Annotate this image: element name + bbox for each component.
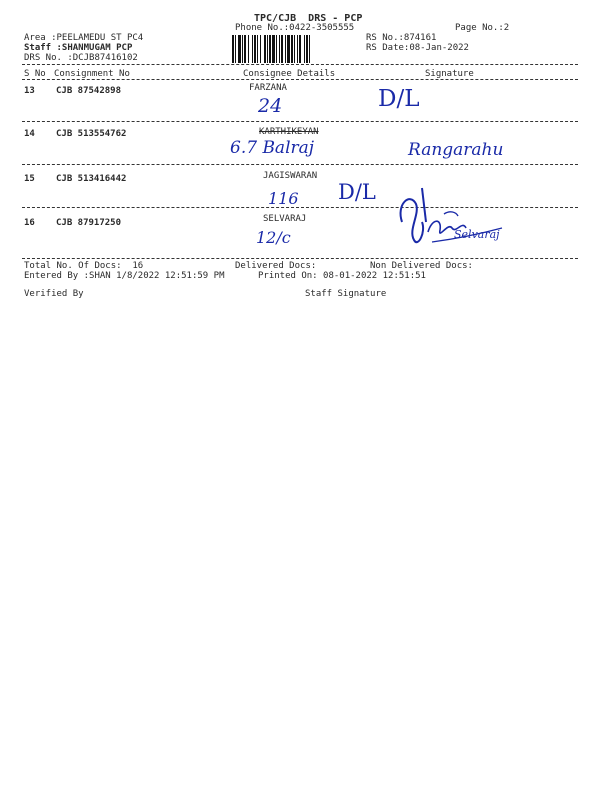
svg-text:Selvaraj: Selvaraj [454, 228, 500, 241]
col-signature: Signature [425, 69, 474, 79]
verified-by: Verified By [24, 289, 84, 299]
handwritten-note: 6.7 Balraj [230, 138, 315, 158]
delivered-mark: D/L [378, 86, 420, 112]
row-consignee: SELVARAJ [263, 214, 307, 224]
divider [22, 258, 578, 259]
divider [22, 79, 578, 80]
sheet-title: TPC/CJB DRS - PCP [254, 13, 363, 24]
entered-by: Entered By :SHAN 1/8/2022 12:51:59 PM [24, 271, 225, 281]
handwritten-note: 116 [268, 189, 299, 208]
rs-number: RS No.:874161 [366, 33, 437, 43]
col-consignment: Consignment No [54, 69, 130, 79]
handwritten-note: 12/c [256, 228, 291, 247]
row-consignee: FARZANA [249, 83, 287, 93]
row-consignment: CJB 513554762 [56, 129, 127, 139]
handwritten-note: 24 [258, 95, 283, 117]
delivered-docs: Delivered Docs: [235, 261, 317, 271]
area-field: Area :PEELAMEDU ST PC4 [24, 33, 144, 43]
col-sno: S No [24, 69, 46, 79]
row-consignee: KARTHIKEYAN [259, 127, 319, 137]
row-consignment: CJB 87542898 [56, 86, 122, 96]
staff-field: Staff :SHANMUGAM PCP [24, 43, 133, 53]
printed-on: Printed On: 08-01-2022 12:51:51 [258, 271, 426, 281]
phone-number: Phone No.:0422-3505555 [235, 23, 355, 33]
row-sno: 15 [24, 174, 35, 184]
row-sno: 14 [24, 129, 35, 139]
delivered-mark: D/L [338, 180, 376, 204]
barcode-icon [232, 35, 356, 63]
receiver-signature: Rangarahu [408, 140, 504, 160]
non-delivered-docs: Non Delivered Docs: [370, 261, 473, 271]
staff-signature: Staff Signature [305, 289, 387, 299]
drs-number: DRS No. :DCJB87416102 [24, 53, 138, 63]
divider [22, 164, 578, 165]
receiver-signature [392, 182, 512, 254]
row-consignment: CJB 513416442 [56, 174, 127, 184]
col-consignee: Consignee Details [243, 69, 336, 79]
page-number: Page No.:2 [455, 23, 510, 33]
total-docs: Total No. Of Docs: 16 [24, 261, 144, 271]
divider [22, 64, 578, 65]
row-consignment: CJB 87917250 [56, 218, 122, 228]
barcode-bar [310, 35, 312, 63]
row-sno: 16 [24, 218, 35, 228]
rs-date: RS Date:08-Jan-2022 [366, 43, 469, 53]
row-sno: 13 [24, 86, 35, 96]
row-consignee: JAGISWARAN [263, 171, 318, 181]
divider [22, 121, 578, 122]
